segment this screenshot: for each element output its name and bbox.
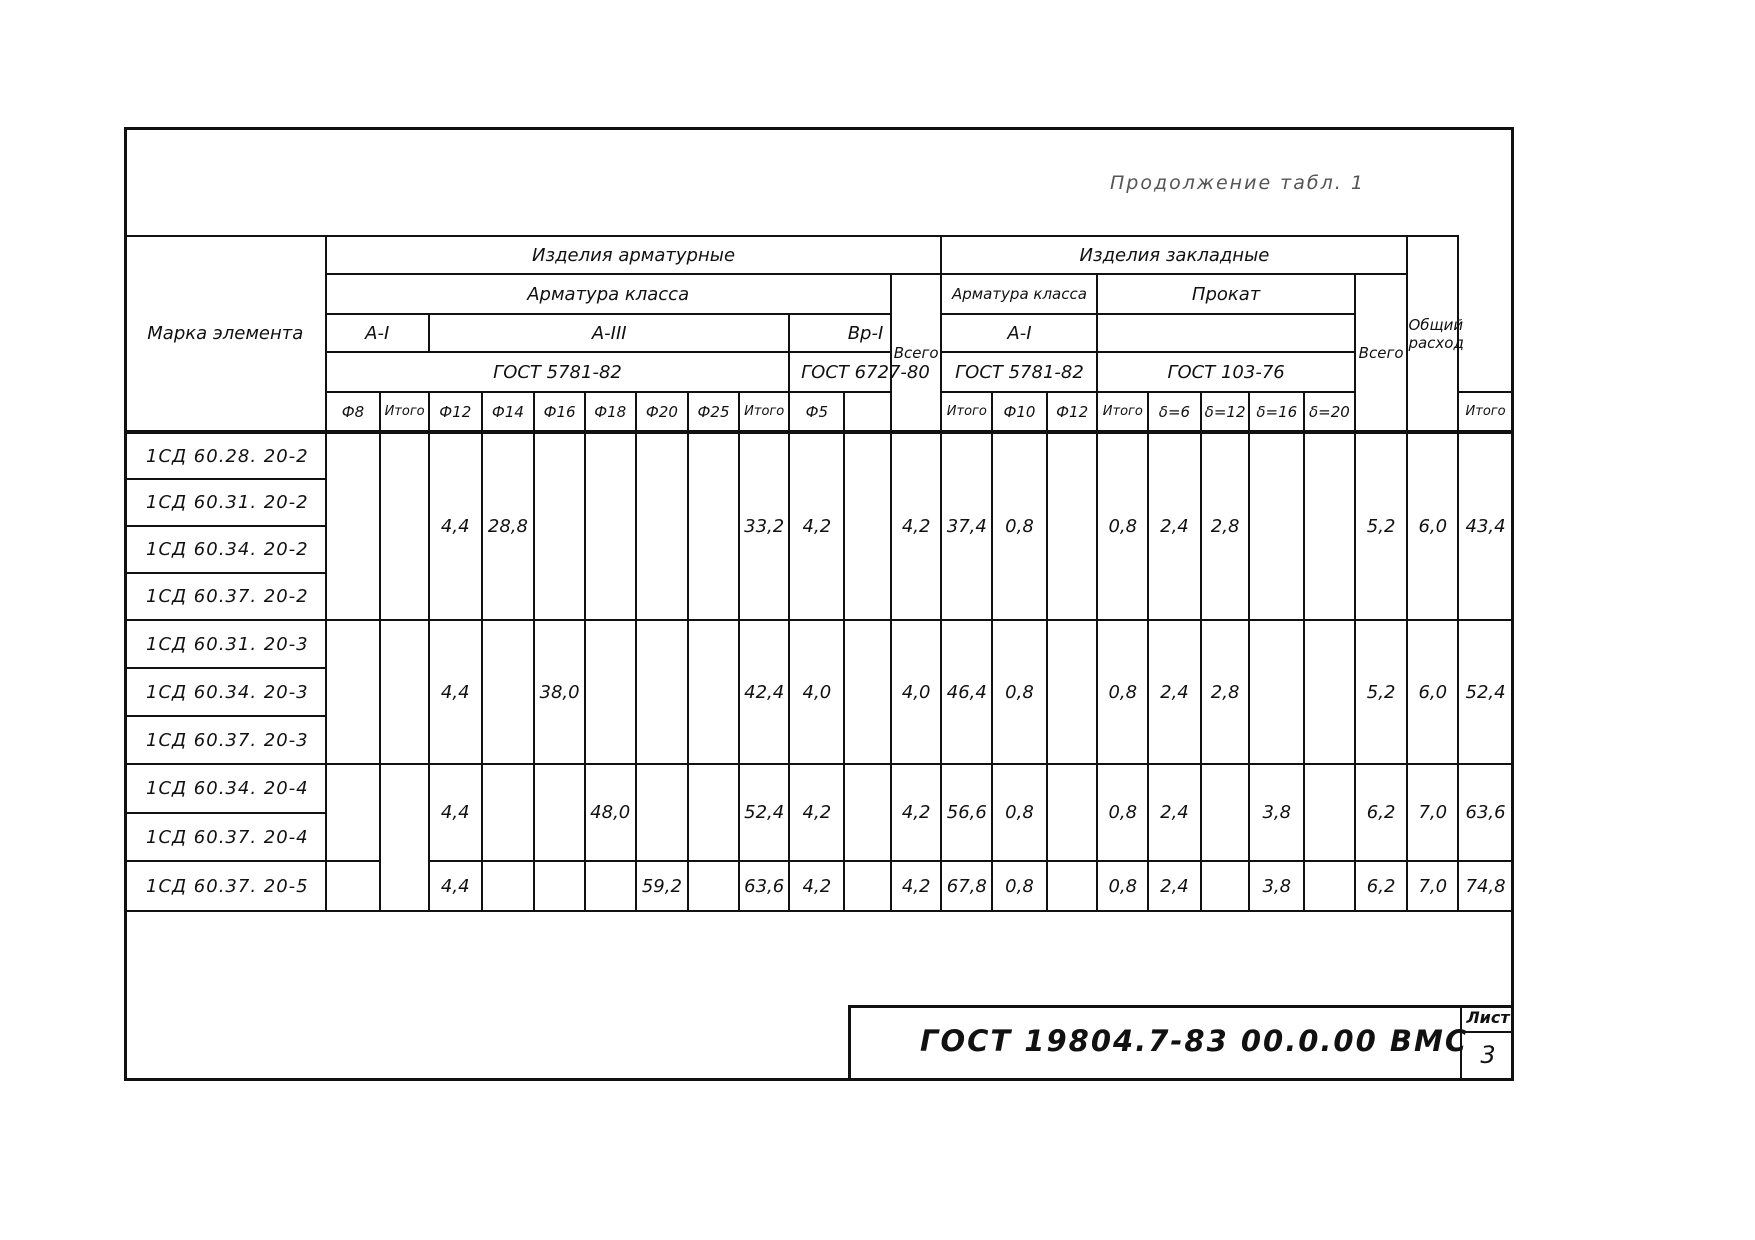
table-row-mark: 1СД 60.37. 20-5 [125, 861, 326, 911]
armature-class-header: Арматура класса [326, 274, 891, 314]
grand-total-header: Общий расход [1407, 236, 1458, 432]
cell-embedded-a1-total: 0,8 [1097, 432, 1148, 620]
cell-vr-empty [844, 861, 891, 911]
cell-vr-total: 4,2 [891, 861, 942, 911]
cell-vr-empty [844, 432, 891, 620]
cell-f12: 4,4 [429, 620, 482, 764]
cell-f20 [636, 620, 689, 764]
gost-103-header: ГОСТ 103-76 [1097, 352, 1354, 392]
cell-embedded-a1-total: 0,8 [1097, 861, 1148, 911]
cell-f20 [636, 764, 689, 861]
cell-f14 [482, 620, 535, 764]
cell-f16 [534, 861, 585, 911]
cell-f12: 4,4 [429, 861, 482, 911]
sheet-box [1460, 1005, 1514, 1081]
cell-armature-total: 67,8 [941, 861, 992, 911]
cell-f14 [482, 764, 535, 861]
cell-grand-total: 63,6 [1458, 764, 1513, 861]
cell-grand-total: 43,4 [1458, 432, 1513, 620]
cell-prokat-total: 6,2 [1355, 764, 1408, 861]
col-header: Ф25 [688, 392, 739, 432]
table-row-mark: 1СД 60.34. 20-2 [125, 526, 326, 573]
cell-d20 [1304, 620, 1355, 764]
cell-d6: 2,4 [1148, 620, 1201, 764]
table-row-mark: 1СД 60.37. 20-2 [125, 573, 326, 620]
cell-grand-total: 52,4 [1458, 620, 1513, 764]
gost-6727-header: ГОСТ 6727-80 [789, 352, 941, 392]
col-header: Ф10 [992, 392, 1047, 432]
col-header: Итого [941, 392, 992, 432]
cell-prokat-total: 6,2 [1355, 861, 1408, 911]
cell-f18 [585, 620, 636, 764]
cell-f18: 48,0 [585, 764, 636, 861]
rolled-class-empty [1097, 314, 1354, 352]
col-header: Итого [739, 392, 790, 432]
cell-embedded-total: 6,0 [1407, 620, 1458, 764]
cell-f25 [688, 620, 739, 764]
col-header [844, 392, 891, 432]
cell-a1-total [380, 764, 429, 911]
class-a3-header: А-III [429, 314, 790, 352]
cell-f16 [534, 764, 585, 861]
cell-f14 [482, 861, 535, 911]
cell-d20 [1304, 764, 1355, 861]
cell-d6: 2,4 [1148, 764, 1201, 861]
cell-f12: 4,4 [429, 432, 482, 620]
embedded-armature-class-header: Арматура класса [941, 274, 1097, 314]
embedded-total-header: Всего [1355, 274, 1408, 432]
cell-f18 [585, 432, 636, 620]
armature-total-header: Всего [891, 274, 942, 432]
cell-prokat-total: 5,2 [1355, 620, 1408, 764]
col-header: Итого [1097, 392, 1148, 432]
table-row-mark: 1СД 60.31. 20-2 [125, 479, 326, 526]
cell-d12 [1201, 764, 1250, 861]
cell-d12: 2,8 [1201, 432, 1250, 620]
class-vr1-header: Вр-I [789, 314, 941, 352]
cell-f12-embedded [1047, 861, 1098, 911]
cell-a3-total: 33,2 [739, 432, 790, 620]
table-row-mark: 1СД 60.37. 20-3 [125, 716, 326, 764]
sheet-label: Лист [1462, 1005, 1514, 1033]
cell-d6: 2,4 [1148, 432, 1201, 620]
cell-a3-total: 63,6 [739, 861, 790, 911]
cell-f25 [688, 764, 739, 861]
cell-d12 [1201, 861, 1250, 911]
cell-f5: 4,0 [789, 620, 844, 764]
class-a1-header: А-I [326, 314, 429, 352]
col-header: Ф18 [585, 392, 636, 432]
gost-5781-header: ГОСТ 5781-82 [326, 352, 790, 392]
cell-f10: 0,8 [992, 432, 1047, 620]
cell-f25 [688, 432, 739, 620]
cell-embedded-a1-total: 0,8 [1097, 620, 1148, 764]
cell-f8 [326, 620, 381, 764]
cell-f5: 4,2 [789, 764, 844, 861]
cell-f10: 0,8 [992, 861, 1047, 911]
cell-d12: 2,8 [1201, 620, 1250, 764]
col-header: δ=16 [1249, 392, 1304, 432]
cell-prokat-total: 5,2 [1355, 432, 1408, 620]
cell-f8 [326, 861, 381, 911]
group-armature-header: Изделия арматурные [326, 236, 942, 274]
continuation-note: Продолжение табл. 1 [1110, 172, 1365, 194]
cell-embedded-a1-total: 0,8 [1097, 764, 1148, 861]
cell-f5: 4,2 [789, 432, 844, 620]
cell-f12: 4,4 [429, 764, 482, 861]
cell-d16 [1249, 432, 1304, 620]
group-embedded-header: Изделия закладные [941, 236, 1407, 274]
cell-d20 [1304, 861, 1355, 911]
table-row-mark: 1СД 60.31. 20-3 [125, 620, 326, 668]
cell-armature-total: 56,6 [941, 764, 992, 861]
cell-vr-total: 4,2 [891, 432, 942, 620]
cell-f12-embedded [1047, 764, 1098, 861]
cell-f16 [534, 432, 585, 620]
cell-d6: 2,4 [1148, 861, 1201, 911]
cell-d16: 3,8 [1249, 861, 1304, 911]
cell-f20 [636, 432, 689, 620]
cell-f8 [326, 432, 381, 620]
cell-f5: 4,2 [789, 861, 844, 911]
col-header: Ф12 [1047, 392, 1098, 432]
col-header: Ф14 [482, 392, 535, 432]
cell-d16: 3,8 [1249, 764, 1304, 861]
cell-f14: 28,8 [482, 432, 535, 620]
col-header: δ=6 [1148, 392, 1201, 432]
cell-a3-total: 42,4 [739, 620, 790, 764]
cell-a1-total [380, 620, 429, 764]
table-row-mark: 1СД 60.34. 20-4 [125, 764, 326, 813]
cell-d20 [1304, 432, 1355, 620]
col-header: Итого [1458, 392, 1513, 432]
cell-f20: 59,2 [636, 861, 689, 911]
col-header: Ф16 [534, 392, 585, 432]
rolled-header: Прокат [1097, 274, 1354, 314]
col-header: δ=20 [1304, 392, 1355, 432]
cell-embedded-total: 6,0 [1407, 432, 1458, 620]
sheet-number: 3 [1480, 1041, 1496, 1069]
steel-consumption-table [124, 235, 1514, 912]
cell-armature-total: 46,4 [941, 620, 992, 764]
cell-f10: 0,8 [992, 620, 1047, 764]
cell-d16 [1249, 620, 1304, 764]
cell-f12-embedded [1047, 620, 1098, 764]
cell-f10: 0,8 [992, 764, 1047, 861]
col-header: Итого [380, 392, 429, 432]
document-code: ГОСТ 19804.7-83 00.0.00 ВМС [920, 1024, 1469, 1058]
cell-a1-total [380, 432, 429, 620]
cell-grand-total: 74,8 [1458, 861, 1513, 911]
cell-vr-total: 4,0 [891, 620, 942, 764]
table-row-mark: 1СД 60.37. 20-4 [125, 813, 326, 861]
embedded-gost-5781-header: ГОСТ 5781-82 [941, 352, 1097, 392]
cell-vr-empty [844, 764, 891, 861]
col-header: Ф20 [636, 392, 689, 432]
col-header: Ф12 [429, 392, 482, 432]
mark-header: Марка элемента [125, 236, 326, 432]
table-row-mark: 1СД 60.28. 20-2 [125, 432, 326, 479]
cell-f8 [326, 764, 381, 861]
cell-vr-empty [844, 620, 891, 764]
col-header: Ф8 [326, 392, 381, 432]
cell-embedded-total: 7,0 [1407, 861, 1458, 911]
table-row-mark: 1СД 60.34. 20-3 [125, 668, 326, 716]
cell-embedded-total: 7,0 [1407, 764, 1458, 861]
col-header: δ=12 [1201, 392, 1250, 432]
cell-vr-total: 4,2 [891, 764, 942, 861]
cell-f12-embedded [1047, 432, 1098, 620]
embedded-class-a1-header: А-I [941, 314, 1097, 352]
cell-f16: 38,0 [534, 620, 585, 764]
cell-a3-total: 52,4 [739, 764, 790, 861]
cell-f25 [688, 861, 739, 911]
cell-armature-total: 37,4 [941, 432, 992, 620]
cell-f18 [585, 861, 636, 911]
col-header: Ф5 [789, 392, 844, 432]
